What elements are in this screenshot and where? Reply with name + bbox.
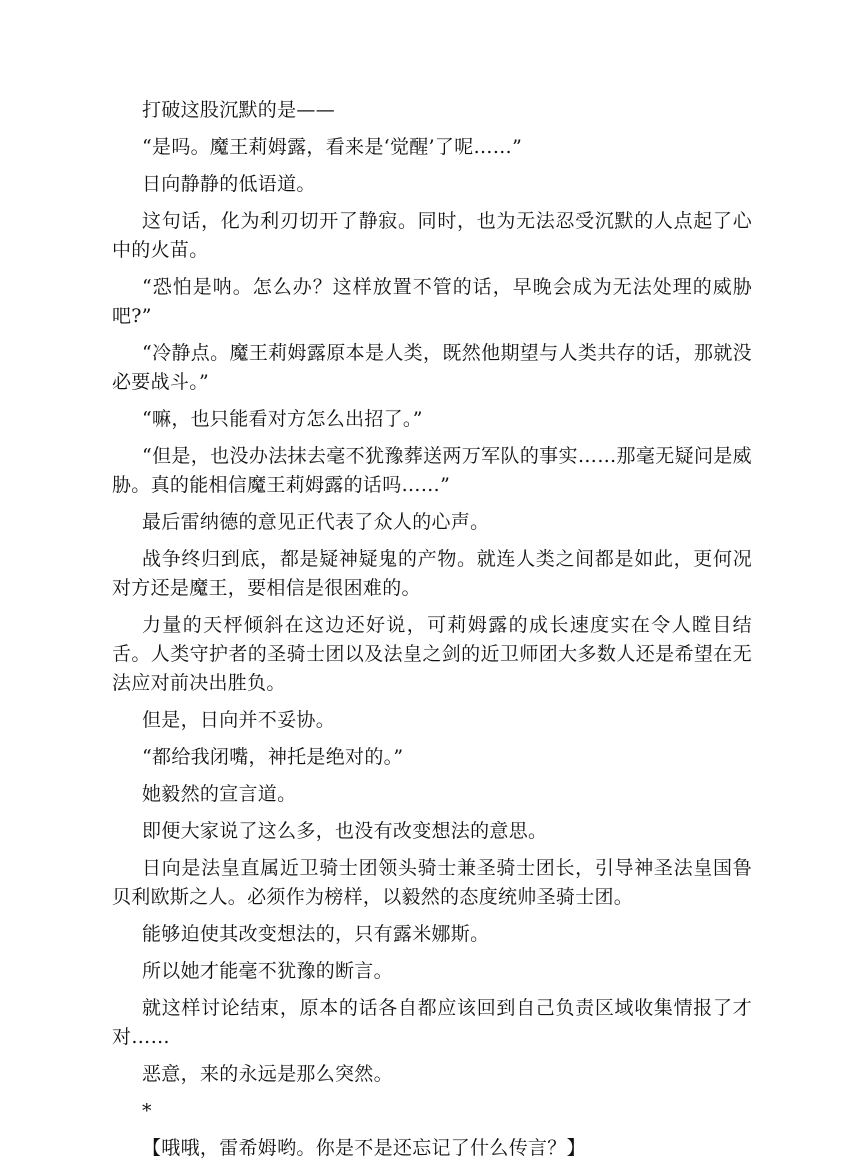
paragraph: “但是，也没办法抹去毫不犹豫葬送两万军队的事实……那毫无疑问是威胁。真的能相信魔王莉姆露的话吗……” [112, 445, 752, 496]
scene-break: * [142, 1100, 152, 1122]
paragraph: “是吗。魔王莉姆露，看来是‘觉醒’了呢……” [142, 136, 523, 158]
paragraph: 力量的天枰倾斜在这边还好说，可莉姆露的成长速度实在令人瞠目结舌。人类守护者的圣骑士团以及法皇之剑的近卫师团大多数人还是希望在无法应对前决出胜负。 [112, 614, 752, 694]
paragraph: 这句话，化为利刃切开了静寂。同时，也为无法忍受沉默的人点起了心中的火苗。 [112, 210, 752, 261]
paragraph: 她毅然的宣言道。 [142, 783, 297, 805]
paragraph: 战争终归到底，都是疑神疑鬼的产物。就连人类之间都是如此，更何况对方还是魔王，要相信是很困难的。 [112, 548, 752, 599]
paragraph: “恐怕是呐。怎么办？这样放置不管的话，早晚会成为无法处理的威胁吧?” [112, 276, 752, 327]
paragraph: “冷静点。魔王莉姆露原本是人类，既然他期望与人类共存的话，那就没必要战斗。” [112, 342, 752, 393]
paragraph: 所以她才能毫不犹豫的断言。 [142, 960, 393, 982]
paragraph: 打破这股沉默的是—— [142, 99, 336, 121]
paragraph: 日向静静的低语道。 [142, 173, 316, 195]
body-text [112, 96, 752, 1171]
paragraph: 恶意，来的永远是那么突然。 [142, 1063, 393, 1085]
paragraph: 但是，日向并不妥协。 [142, 709, 336, 731]
paragraph: 日向是法皇直属近卫骑士团领头骑士兼圣骑士团长，引导神圣法皇国鲁贝利欧斯之人。必须作为榜样，以毅然的态度统帅圣骑士团。 [112, 857, 752, 908]
paragraph: 即便大家说了这么多，也没有改变想法的意思。 [142, 820, 548, 842]
paragraph: “嘛，也只能看对方怎么出招了。” [142, 408, 423, 430]
paragraph: 能够迫使其改变想法的，只有露米娜斯。 [142, 923, 490, 945]
paragraph: 【哦哦，雷希姆哟。你是不是还忘记了什么传言？】 [142, 1137, 586, 1159]
paragraph: 最后雷纳德的意见正代表了众人的心声。 [142, 511, 490, 533]
paragraph: 就这样讨论结束，原本的话各自都应该回到自己负责区域收集情报了才对…… [112, 997, 752, 1048]
paragraph: “都给我闭嘴，神托是绝对的。” [142, 746, 404, 768]
